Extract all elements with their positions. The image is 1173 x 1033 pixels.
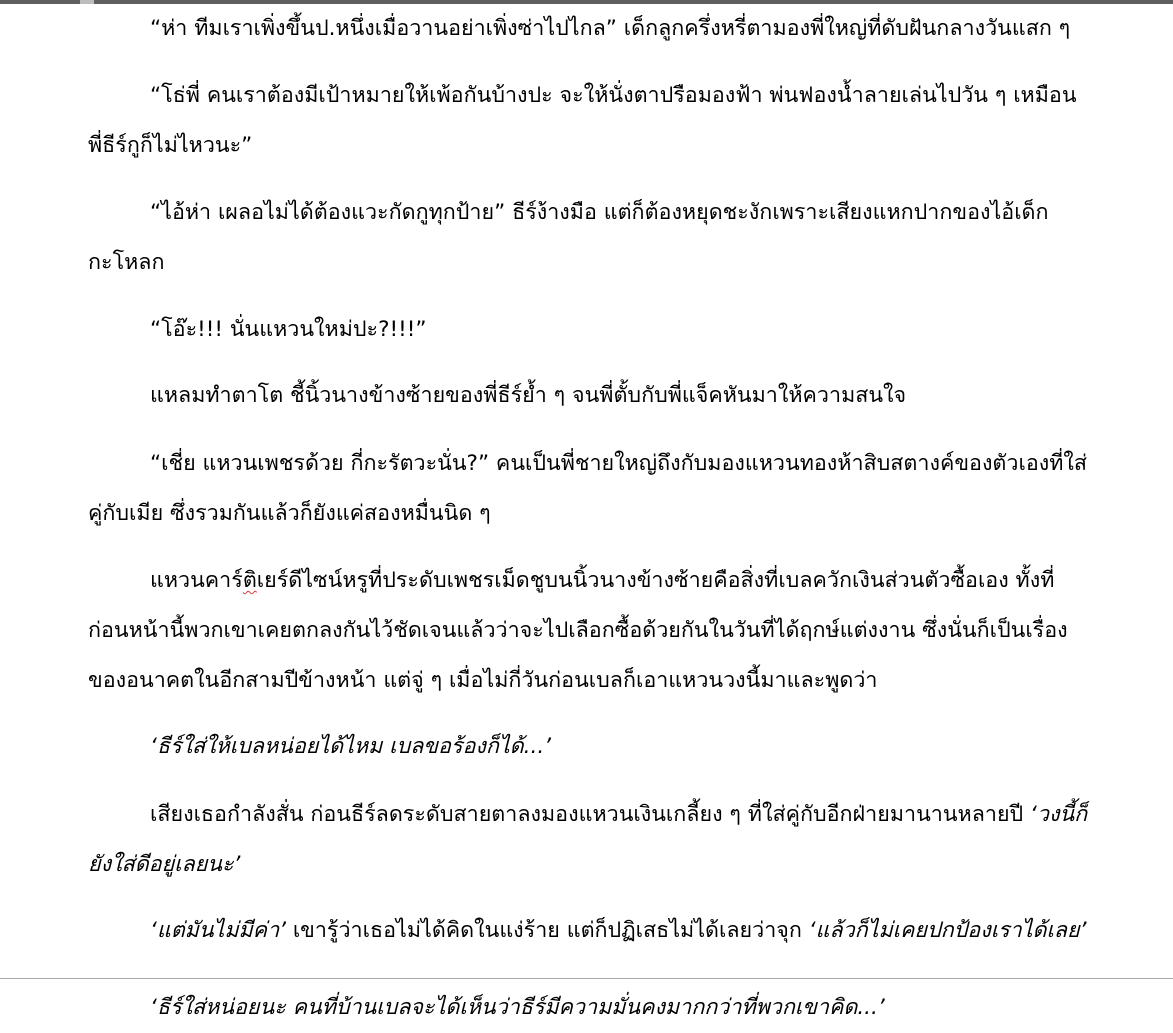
text-run: “เชี่ย แหวนเพชรด้วย กี่กะรัตวะนั่น?” คนเป็นพี่ชายใหญ่ถึงกับมองแหวนทองห้าสิบสตางค์ของตัวเองที่ใส่คู่กับเมีย ซึ่งรวมกันแล้วก็ยังแค่สองหมื่นนิด ๆ (88, 451, 1088, 526)
paragraph (88, 790, 1088, 890)
paragraph (88, 71, 1088, 171)
paragraph (88, 4, 1088, 54)
text-run: “โอ๊ะ!!! นั่นแหวนใหม่ปะ?!!!” (150, 317, 427, 342)
text-run: เสียงเธอกำลังสั่น ก่อนธีร์ลดระดับสายตาลงมองแหวนเงินเกลี้ยง ๆ ที่ใส่คู่กับอีกฝ่ายมานานหลายปี (150, 802, 1031, 827)
paragraph (88, 556, 1088, 706)
spellcheck-flagged-text[interactable]: ติ (242, 568, 257, 593)
text-run: เยร์ดีไซน์หรูที่ประดับเพชรเม็ดชูบนนิ้วนางข้างซ้ายคือสิ่งที่เบลควักเงินส่วนตัวซื้อเอง ทั้งที่ก่อนหน้านี้พวกเขาเคยตกลงกันไว้ชัดเจนแล้วว่าจะไปเลือกซื้อด้วยกันในวันที่ได้ฤกษ์แต่งงาน ซึ่งนั่นก็เป็นเรื่องของอนาคตในอีกสามปีข้างหน้า แต่จู่ ๆ เมื่อไม่กี่วันก่อนเบลก็เอาแหวนวงนี้มาและพูดว่า (88, 568, 1068, 693)
paragraph (88, 906, 1088, 956)
paragraph (88, 439, 1088, 539)
text-run: “ไอ้ห่า เผลอไม่ได้ต้องแวะกัดกูทุกป้าย” ธีร์ง้างมือ แต่ก็ต้องหยุดชะงักเพราะเสียงแหกปากของไอ้เด็กกะโหลก (88, 200, 1049, 275)
italic-text-run: ‘แต่มันไม่มีค่า’ (150, 918, 286, 943)
text-run: แหวนคาร์ (150, 568, 243, 593)
paragraph (88, 371, 1088, 421)
paragraph (88, 305, 1088, 355)
paragraph (88, 983, 1088, 1033)
text-run: เขารู้ว่าเธอไม่ได้คิดในแง่ร้าย แต่ก็ปฏิเสธไม่ได้เลยว่าจุก (285, 918, 809, 943)
paragraph (88, 188, 1088, 288)
italic-text-run: ‘ธีร์ใส่หน่อยนะ คนที่บ้านเบลจะได้เห็นว่าธีร์มีความมั่นคงมากกว่าที่พวกเขาคิด...’ (150, 995, 885, 1020)
paragraph (88, 722, 1088, 772)
italic-text-run: ‘แล้วก็ไม่เคยปกป้องเราได้เลย’ (808, 918, 1087, 943)
text-run: “โธ่พี่ คนเราต้องมีเป้าหมายให้เพ้อกันบ้างปะ จะให้นั่งตาปรือมองฟ้า พ่นฟองน้ำลายเล่นไปวัน ๆ เหมือนพี่ธีร์กูก็ไม่ไหวนะ” (88, 83, 1077, 158)
page-break-line (0, 978, 1173, 979)
text-run: “ห่า ทีมเราเพิ่งขึ้นป.หนึ่งเมื่อวานอย่าเพิ่งซ่าไปไกล” เด็กลูกครึ่งหรี่ตามองพี่ใหญ่ที่ดับฝันกลางวันแสก ๆ (150, 16, 1071, 41)
text-run: แหลมทำตาโต ชี้นิ้วนางข้างซ้ายของพี่ธีร์ย้ำ ๆ จนพี่ตั้บกับพี่แจ็คหันมาให้ความสนใจ (150, 383, 907, 408)
italic-text-run: ‘ธีร์ใส่ให้เบลหน่อยได้ไหม เบลขอร้องก็ได้...’ (150, 734, 551, 759)
italic-text-run: ‘วงนี้ก็ยังใส่ดีอยู่เลยนะ’ (88, 802, 1088, 877)
